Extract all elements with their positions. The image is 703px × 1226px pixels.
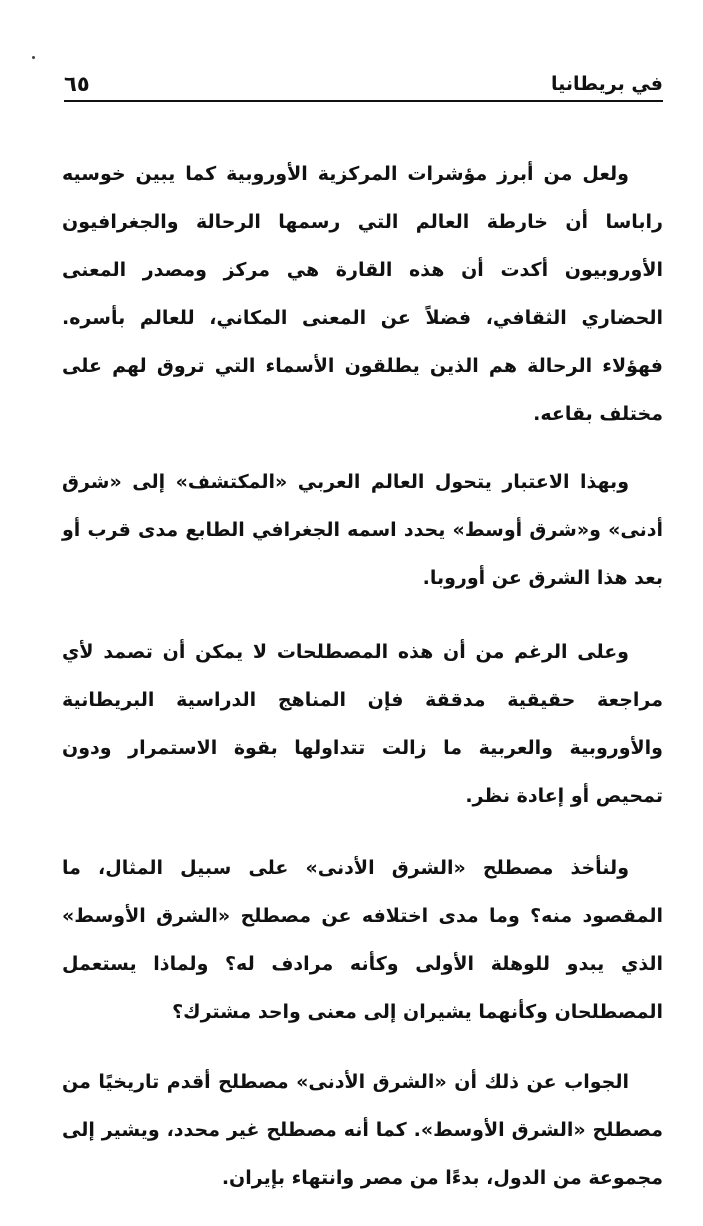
running-header-title: في بريطانيا	[550, 73, 663, 95]
running-header	[64, 70, 663, 102]
body-text	[62, 150, 663, 1226]
paragraph: الجواب عن ذلك أن «الشرق الأدنى» مصطلح أقدم تاريخيًا من مصطلح «الشرق الأوسط». كما أنه مصطلح غير محدد، ويشير إلى مجموعة من الدول، بدءًا من مصر وانتهاء بإيران.	[62, 1071, 663, 1189]
page-speck	[32, 56, 35, 59]
paragraph: ولعل من أبرز مؤشرات المركزية الأوروبية كما يبين خوسيه راباسا أن خارطة العالم التي رسمها الرحالة والجغرافيون الأوروبيون أكدت أن هذه القارة هي مركز ومصدر المعنى الحضاري الثقافي، فضلاً عن المعنى المكاني، للعالم بأسره. فهؤلاء الرحالة هم الذين يطلقون الأسماء التي تروق لهم على مختلف بقاعه.	[62, 163, 663, 425]
paragraph: وبهذا الاعتبار يتحول العالم العربي «المكتشف» إلى «شرق أدنى» و«شرق أوسط» يحدد اسمه الجغرافي الطابع مدى قرب أو بعد هذا الشرق عن أوروبا.	[62, 471, 663, 589]
paragraph: ولنأخذ مصطلح «الشرق الأدنى» على سبيل المثال، ما المقصود منه؟ وما مدى اختلافه عن مصطلح «الشرق الأوسط» الذي يبدو للوهلة الأولى وكأنه مرادف له؟ ولماذا يستعمل المصطلحان وكأنهما يشيران إلى معنى واحد مشترك؟	[62, 857, 663, 1023]
page-number: ٦٥	[64, 72, 90, 96]
paragraph: وعلى الرغم من أن هذه المصطلحات لا يمكن أن تصمد لأي مراجعة حقيقية مدققة فإن المناهج الدراسية البريطانية والأوروبية والعربية ما زالت تتداولها بقوة الاستمرار ودون تمحيص أو إعادة نظر.	[62, 641, 663, 807]
